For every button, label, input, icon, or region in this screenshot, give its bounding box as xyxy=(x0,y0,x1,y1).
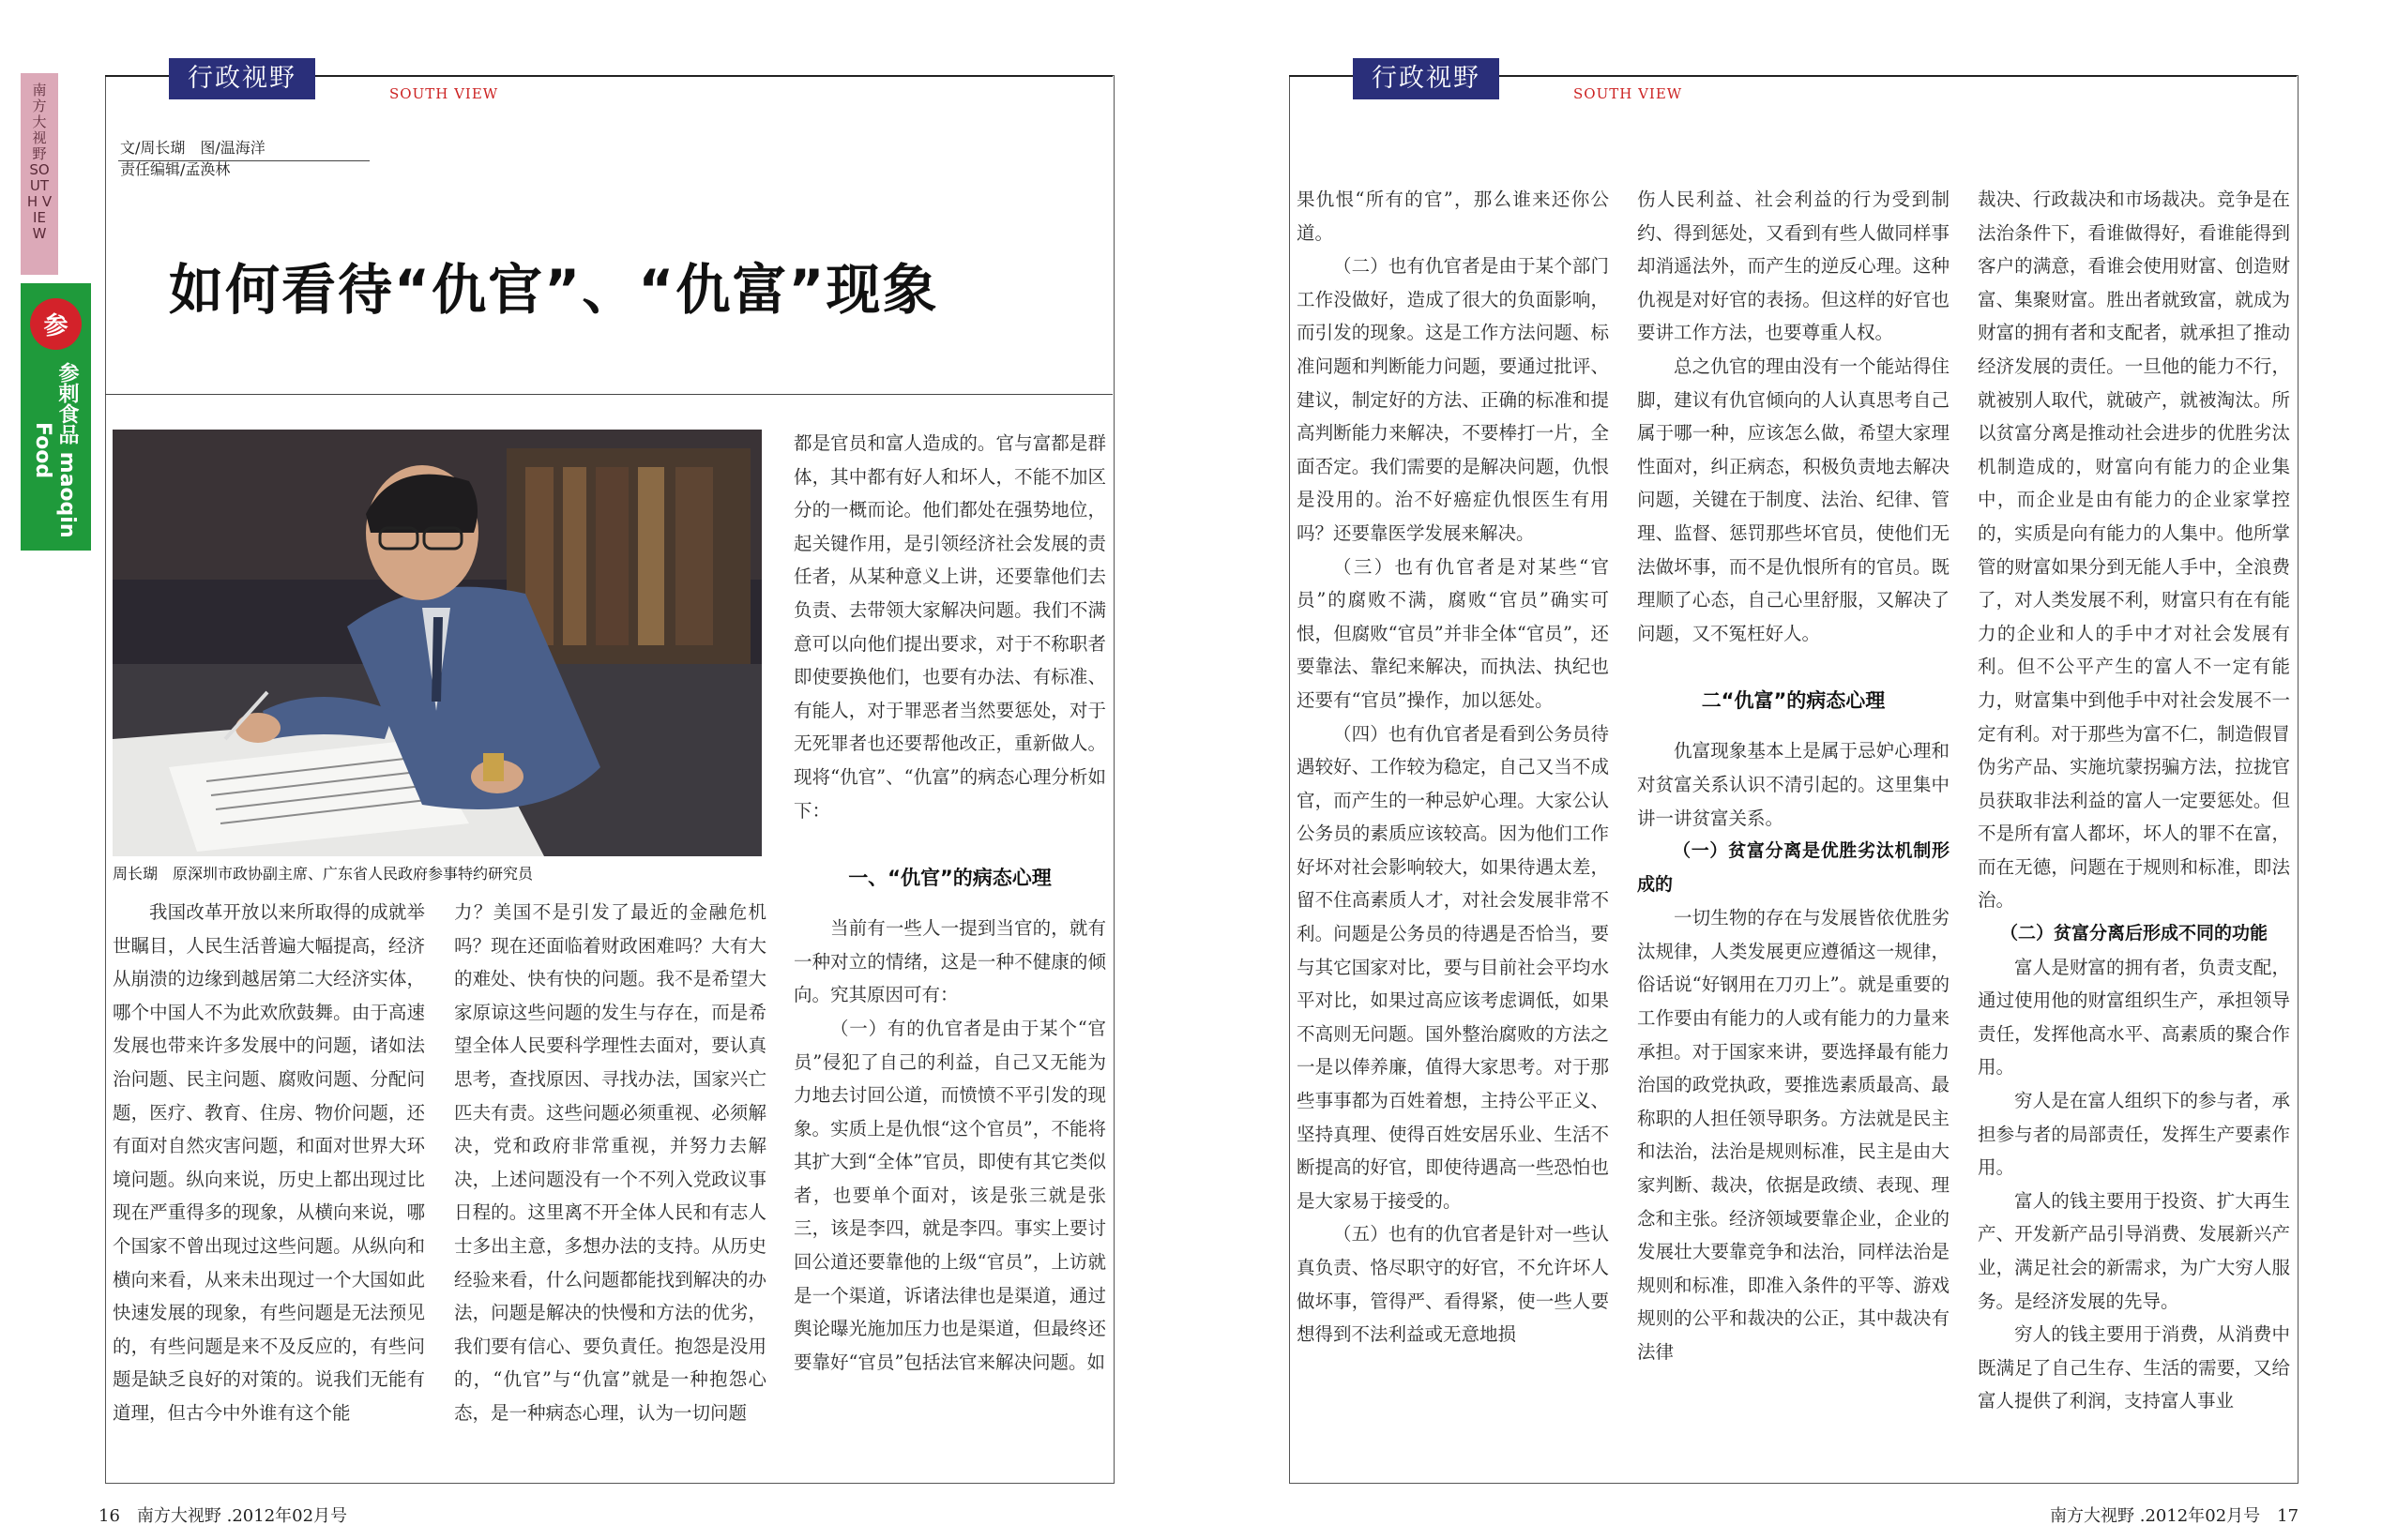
section-tag: 行政视野 xyxy=(169,58,315,99)
paragraph: 当前有一些人一提到当官的，就有一种对立的情绪，这是一种不健康的倾向。究其原因可有： xyxy=(794,917,1106,1006)
paragraph: 穷人的钱主要用于消费，从消费中既满足了自己生存、生活的需要，又给富人提供了利润，支持富人事业 xyxy=(1978,1323,2290,1412)
paragraph: 力？美国不是引发了最近的金融危机吗？现在还面临着财政困难吗？大有大的难处、快有快的问题。我不是希望大家原谅这些问题的发生与存在，而是希望全体人民要科学理性去面对，要认真思考，查找原因、寻找办法，国家兴亡匹夫有责。这些问题必须重视、必须解决，党和政府非常重视，并努力去解决，上述问题没有一个不列入党政议事日程的。这里离不开全体人民和有志人士多出主意，多想办法的支持。从历史经验来看，什么问题都能找到解决的办法，问题是解决的快慢和方法的优劣，我们要有信心、要负責任。抱怨是没用的，“仇官”与“仇富”就是一种抱怨心态，是一种病态心理，认为一切问题 xyxy=(454,901,766,1424)
magazine-vertical-name: 南方大视野 SOUTH VIEW xyxy=(26,82,53,242)
title-rule xyxy=(105,394,1113,395)
article-title: 如何看待“仇官”、“仇富”现象 xyxy=(169,258,939,322)
paragraph: 我国改革开放以来所取得的成就举世瞩目，人民生活普遍大幅提高，经济从崩溃的边缘到越居第二大经济实体，哪个中国人不为此欢欣鼓舞。由于高速发展也带来许多发展中的问题，诸如法治问题、民主问题、腐败问题、分配问题，医疗、教育、住房、物价问题，还有面对自然灾害问题，和面对世界大环境问题。纵向来说，历史上都出现过比现在严重得多的现象，从横向来说，哪个国家不曾出现过这些问题。从纵向和横向来看，从来未出现过一个大国如此快速发展的现象，有些问题是无法预见的，有些问题是来不及反应的，有些问题是缺乏良好的对策的。说我们无能有道理，但古今中外谁有这个能 xyxy=(113,901,425,1424)
sub-heading: （二）贫富分离后形成不同的功能 xyxy=(1999,923,2268,944)
paragraph: （一）有的仇官者是由于某个“官员”侵犯了自己的利益，自己又无能为力地去讨回公道，而愤愤不平引发的现象。实质上是仇恨“这个官员”，不能将其扩大到“全体”官员，即使有其它类似者，也要单个面对，该是张三就是张三，该是李四，就是李四。事实上要讨回公道还要靠他的上级“官员”，上访就是一个渠道，诉诸法律也是渠道，通过舆论曝光施加压力也是渠道，但最终还要靠好“官员”包括法官来解决问题。如 xyxy=(794,1017,1106,1373)
left-column-1 xyxy=(113,896,425,1430)
paragraph: （二）也有仇官者是由于某个部门工作没做好，造成了很大的负面影响，而引发的现象。这是工作方法问题、标准问题和判断能力问题，要通过批评、建议，制定好的方法、正确的标准和提高判断能力来解决，不要棒打一片，全面否定。我们需要的是解决问题，仇恨是没用的。治不好癌症仇恨医生有用吗？还要靠医学发展来解决。 xyxy=(1297,255,1609,544)
paragraph: 总之仇官的理由没有一个能站得住脚，建议有仇官倾向的人认真思考自己属于哪一种，应该怎么做，希望大家理性面对，纠正病态，积极负责地去解决问题，关键在于制度、法治、纪律、管理、监督、惩罚那些坏官员，使他们无法做坏事，而不是仇恨所有的官员。既理顺了心态，自己心里舒服，又解决了问题，又不冤枉好人。 xyxy=(1637,355,1950,644)
section-heading: 二“仇富”的病态心理 xyxy=(1701,689,1886,713)
sub-heading: （一）贫富分离是优胜劣汰机制形成的 xyxy=(1637,840,1950,895)
byline-author: 文/周长瑚 图/温海洋 xyxy=(120,139,266,157)
left-column-2 xyxy=(454,896,766,1430)
brand-name: 参剌食品 maoqin Food xyxy=(31,362,79,538)
section-tag-en: SOUTH VIEW xyxy=(389,85,499,102)
section-tag: 行政视野 xyxy=(1353,58,1499,99)
paragraph: 都是官员和富人造成的。官与富都是群体，其中都有好人和坏人，不能不加区分的一概而论。他们都处在强势地位，起关键作用，是引领经济社会发展的责任者，从某种意义上讲，还要靠他们去负责、去带领大家解决问题。我们不满意可以向他们提出要求，对于不称职者即使要换他们，也要有办法、有标准、有能人，对于罪恶者当然要惩处，对于无死罪者也还要帮他改正，重新做人。现将“仇官”、“仇富”的病态心理分析如下： xyxy=(794,432,1106,822)
section-tag-en: SOUTH VIEW xyxy=(1573,85,1683,102)
byline-editor: 责任编辑/孟涣林 xyxy=(120,160,231,178)
right-column-2 xyxy=(1637,183,1950,1369)
right-column-3 xyxy=(1978,183,2290,1418)
photo-caption: 周长瑚 原深圳市政协副主席、广东省人民政府参事特约研究员 xyxy=(113,865,534,883)
paragraph: 富人是财富的拥有者，负责支配，通过使用他的财富组织生产，承担领导责任，发挥他高水平、高素质的聚合作用。 xyxy=(1978,956,2290,1079)
section-heading: 一、“仇官”的病态心理 xyxy=(848,867,1052,890)
paragraph: 伤人民利益、社会利益的行为受到制约、得到惩处，又看到有些人做同样事却消遥法外，而产生的逆反心理。这种仇视是对好官的表扬。但这样的好官也要讲工作方法，也要尊重人权。 xyxy=(1637,189,1950,344)
right-column-1 xyxy=(1297,183,1609,1351)
page-folio-left: 16 南方大视野 .2012年02月号 xyxy=(99,1506,348,1526)
paragraph: 一切生物的存在与发展皆依优胜劣汰规律，人类发展更应遵循这一规律，俗话说“好钢用在刀刃上”。就是重要的工作要由有能力的人或有能力的力量来承担。对于国家来讲，要选择最有能力治国的政党执政，要推选素质最高、最称职的人担任领导职务。方法就是民主和法治，法治是规则标准，民主是由大家判断、裁决，依据是政绩、表现、理念和主张。经济领域要靠企业，企业的发展壮大要靠竞争和法治，同样法治是规则和标准，即准入条件的平等、游戏规则的公平和裁决的公正，其中裁决有法律 xyxy=(1637,907,1950,1363)
page-folio-right: 南方大视野 .2012年02月号 17 xyxy=(2050,1506,2299,1526)
paragraph: （五）也有的仇官者是针对一些认真负责、恪尽职守的好官，不允许坏人做坏事，管得严、看得紧，使一些人要想得到不法利益或无意地损 xyxy=(1297,1223,1609,1346)
paragraph: 富人的钱主要用于投资、扩大再生产、开发新产品引导消费、发展新兴产业，满足社会的新需求，为广大穷人服务。是经济发展的先导。 xyxy=(1978,1189,2290,1312)
paragraph: （三）也有仇官者是对某些“官员”的腐败不满，腐败“官员”确实可恨，但腐败“官员”并非全体“官员”，还要靠法、靠纪来解决，而执法、执纪也还要有“官员”操作，加以惩处。 xyxy=(1297,555,1609,711)
paragraph: 果仇恨“所有的官”，那么谁来还你公道。 xyxy=(1297,189,1609,244)
paragraph: 穷人是在富人组织下的参与者，承担参与者的局部责任，发挥生产要素作用。 xyxy=(1978,1090,2290,1179)
paragraph: 仇富现象基本上是属于忌妒心理和对贫富关系认识不清引起的。这里集中讲一讲贫富关系。 xyxy=(1637,740,1950,829)
left-column-3 xyxy=(794,427,1106,1379)
author-photo xyxy=(113,430,762,856)
paragraph: 裁决、行政裁决和市场裁决。竞争是在法治条件下，看谁做得好，看谁能得到客户的满意，看谁会使用财富、创造财富、集聚财富。胜出者就致富，就成为财富的拥有者和支配者，就承担了推动经济发展的责任。一旦他的能力不行，就被别人取代，就破产，就被淘汰。所以贫富分离是推动社会进步的优胜劣汰机制造成的，财富向有能力的企业集中，而企业是由有能力的企业家掌控的，实质是向有能力的人集中。他所掌管的财富如果分到无能人手中，全浪费了，对人类发展不利，财富只有在有能力的企业和人的手中才对社会发展有利。但不公平产生的富人不一定有能力，财富集中到他手中对社会发展不一定有利。对于那些为富不仁，制造假冒伪劣产品、实施坑蒙拐骗方法，拉拢官员获取非法利益的富人一定要惩处。但不是所有富人都坏，坏人的罪不在富，而在无德，问题在于规则和标准，即法治。 xyxy=(1978,189,2290,912)
paragraph: （四）也有仇官者是看到公务员待遇较好、工作较为稳定，自己又当不成官，而产生的一种忌妒心理。大家公认公务员的素质应该较高。因为他们工作好坏对社会影响较大，如果待遇太差，留不住高素质人才，对社会发展非常不利。问题是公务员的待遇是否恰当，要与其它国家对比，要与目前社会平均水平对比，如果过高应该考虑调低，如果不高则无问题。国外整治腐败的方法之一是以俸养廉，值得大家思考。对于那些事事都为百姓着想，主持公平正义、坚持真理、使得百姓安居乐业、生活不断提高的好官，即使待遇高一些恐怕也是大家易于接受的。 xyxy=(1297,722,1609,1212)
brand-logo-icon: 参 xyxy=(30,298,82,350)
